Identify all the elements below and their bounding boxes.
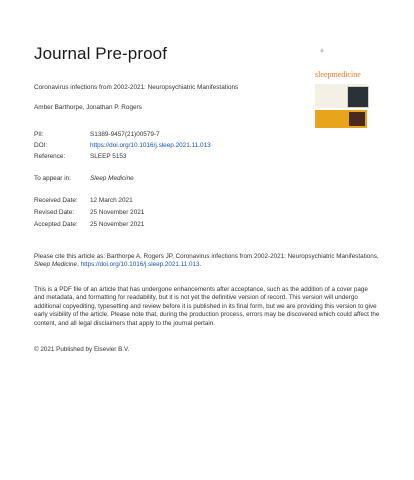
appear-in-label: To appear in: <box>34 175 71 182</box>
notice-paragraph: This is a PDF file of an article that has undergone enhancements after acceptance, such as the addition of a cover page and metadata, and formatting for readability, but it is not yet the definitive version of record. This version will undergo additional copyediting, typesetting and review before it is published in its final form, but we are providing this version to give early visibility of the article. Please note that, during the production process, errors may be discovered which could affect the content, and all legal disclaimers that apply to the journal pertain. <box>34 286 380 327</box>
doi-link[interactable]: https://doi.org/10.1016/j.sleep.2021.11.013 <box>90 142 211 149</box>
page-title: Journal Pre-proof <box>34 44 168 63</box>
article-title: Coronavirus infections from 2002-2021: Neuropsychiatric Manifestations <box>34 84 239 91</box>
received-date-label: Received Date: <box>34 197 78 204</box>
journal-logo-text: sleepmedicine <box>315 70 361 79</box>
article-authors: Amber Barthorpe, Jonathan P. Rogers <box>34 104 142 111</box>
revised-date-value: 25 November 2021 <box>90 209 145 216</box>
revised-date-label: Revised Date: <box>34 209 75 216</box>
reference-label: Reference: <box>34 153 66 160</box>
elsevier-logo-icon: ⚘ <box>319 49 325 55</box>
citation-journal: Sleep Medicine <box>34 261 78 269</box>
citation-paragraph <box>34 253 380 270</box>
appear-in-value: Sleep Medicine <box>90 175 134 182</box>
received-date-value: 12 March 2021 <box>90 197 133 204</box>
pii-label: PII: <box>34 131 44 138</box>
pii-value: S1389-9457(21)00579-7 <box>90 131 160 138</box>
accepted-date-value: 25 November 2021 <box>90 221 145 228</box>
cover-dark-panel <box>349 112 365 126</box>
reference-value: SLEEP 5153 <box>90 153 127 160</box>
citation-suffix: . <box>199 261 202 269</box>
doi-label: DOI: <box>34 142 48 149</box>
citation-prefix: Please cite this article as: Barthorpe A, Rogers JP, Coronavirus infections from 2002-2021: Neuropsychiatric Manifestations, <box>34 253 379 260</box>
citation-doi-link[interactable]: https://doi.org/10.1016/j.sleep.2021.11.013 <box>80 261 200 269</box>
citation-separator: , <box>77 261 81 269</box>
accepted-date-label: Accepted Date: <box>34 221 78 228</box>
cover-photo <box>347 86 369 108</box>
copyright-notice: © 2021 Published by Elsevier B.V. <box>34 346 130 353</box>
journal-cover-thumbnail <box>315 40 367 132</box>
